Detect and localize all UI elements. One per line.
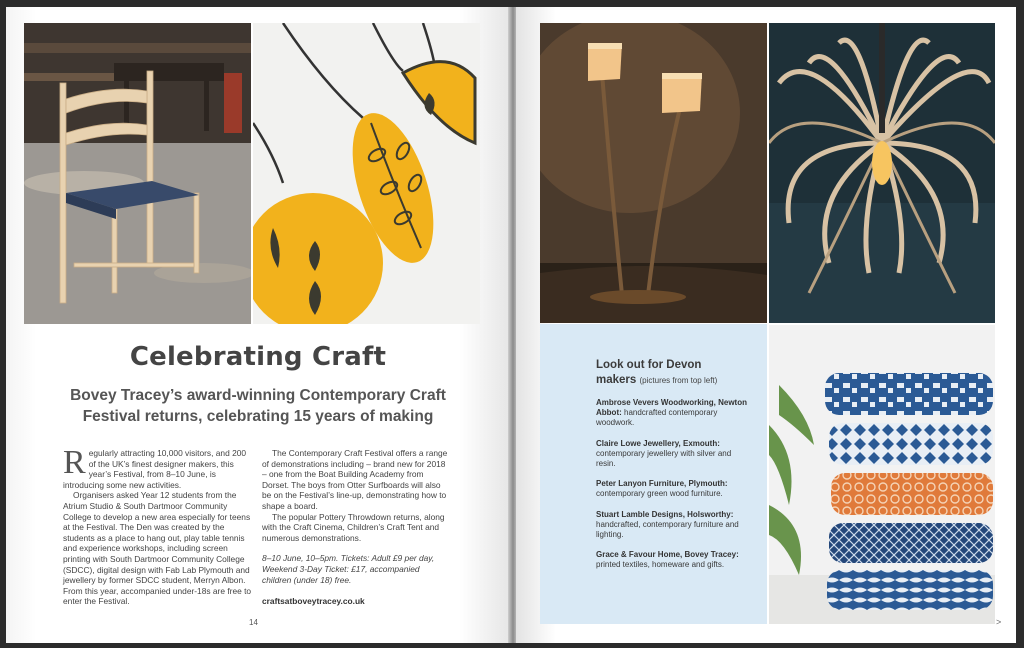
paragraph: The Contemporary Craft Festival offers a range of demonstrations including – brand new for 2018 – one from the Boat Building Academy from Dorset. The boys from Otter Surfboards will also be on the Festival’s line-up, demonstrating how to shape a board.: [262, 448, 448, 511]
maker-name: Peter Lanyon Furniture, Plymouth:: [596, 479, 728, 489]
maker-name: Claire Lowe Jewellery, Exmouth:: [596, 438, 720, 448]
maker-name: Ambrose Vevers Woodworking, Newton Abbot:: [596, 398, 747, 418]
sidebar-subtitle: (pictures from top left): [639, 376, 718, 385]
maker-name: Grace & Favour Home, Bovey Tracey:: [596, 550, 739, 560]
floor-lamps-photo: [540, 23, 767, 323]
body-column-1: [63, 444, 253, 607]
body-column-2: [262, 448, 448, 607]
maker-entry: [596, 439, 749, 470]
maker-entry: [596, 550, 749, 570]
maker-desc: contemporary green wood furniture.: [596, 489, 723, 499]
headline: Celebrating Craft: [129, 342, 387, 372]
left-page: [6, 7, 510, 643]
maker-desc: handcrafted, contemporary furniture and lighting.: [596, 519, 739, 540]
paragraph: Organisers asked Year 12 students from the Atrium Studio & South Dartmoor Community College to develop a new area especially for teens at the Festival. The Den was created by the students as a place to hang out, play table tennis and experience workshops, including screen printing with South Dartmoor Community College (SDCC), digital design with Fab Lab Plymouth and jewellery by former SDCC student, Merryn Albon. From this year, accompanied under-18s are free to enter the Festival.: [63, 490, 252, 607]
cushions-photo: [769, 325, 995, 624]
maker-entry: [596, 510, 749, 541]
event-details: 8–10 June, 10–5pm. Tickets: Adult £9 per day, Weekend 3-Day Ticket: £17, accompanied children (under 18) free.: [262, 553, 435, 585]
page-number: 14: [249, 618, 258, 627]
paragraph: egularly attracting 10,000 visitors, and 200 of the UK’s finest designer makers, this year’s Festival, from 8–10 June, is introducing some new activities.: [63, 448, 247, 490]
maker-entry: [596, 398, 749, 429]
pendants-photo: [253, 23, 480, 324]
maker-name: Stuart Lamble Designs, Holsworthy:: [596, 509, 734, 519]
sidebar-title-line2: makers: [596, 374, 637, 386]
maker-desc: contemporary jewellery with silver and resin.: [596, 448, 732, 469]
chair-photo: [24, 23, 251, 324]
website-link[interactable]: craftsatboveytracey.co.uk: [262, 596, 365, 607]
maker-desc: printed textiles, homeware and gifts.: [596, 560, 725, 570]
sidebar-title: [596, 358, 749, 388]
next-page-arrow[interactable]: >: [996, 617, 1002, 627]
paragraph: The popular Pottery Throwdown returns, along with the Craft Cinema, Children’s Craft Tent and numerous demonstrations.: [262, 511, 445, 543]
subheadline: Bovey Tracey’s award-winning Contemporary Craft Festival returns, celebrating 15 years of making: [70, 387, 446, 425]
maker-entry: [596, 479, 749, 499]
pendant-light-photo: [769, 23, 995, 323]
dropcap: R: [63, 444, 86, 481]
maker-desc: handcrafted contemporary woodwork.: [596, 408, 718, 428]
devon-makers-sidebar: [540, 324, 767, 624]
sidebar-title-line1: Look out for Devon: [596, 359, 702, 371]
